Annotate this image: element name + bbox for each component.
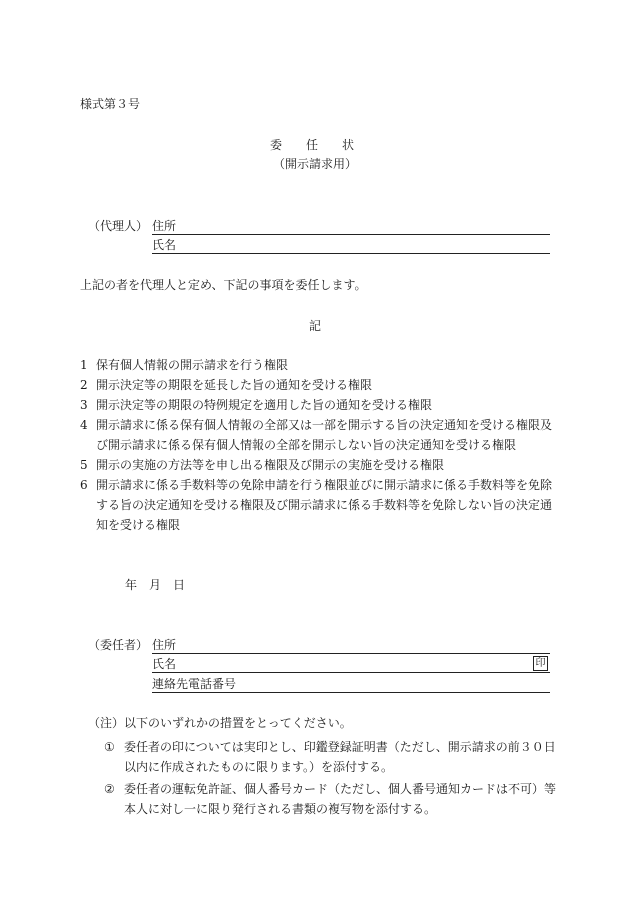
list-item bbox=[80, 375, 555, 395]
list-item bbox=[80, 355, 555, 375]
list-item bbox=[80, 395, 555, 415]
list-item bbox=[80, 455, 555, 475]
delegated-items-list bbox=[80, 355, 555, 535]
date-field[interactable]: 年 月 日 bbox=[125, 578, 186, 592]
notes-list bbox=[104, 737, 564, 821]
item-text: 開示請求に係る手数料等の免除申請を行う権限並びに開示請求に係る手数料等を免除する旨の決定通知を受ける権限及び開示請求に係る手数料等を免除しない旨の決定通知を受ける権限 bbox=[96, 478, 553, 532]
agent-name-field[interactable] bbox=[152, 237, 550, 254]
item-text: 開示請求に係る保有個人情報の全部又は一部を開示する旨の決定通知を受ける権限及び開示請求に係る保有個人情報の全部を開示しない旨の決定通知を受ける権限 bbox=[96, 418, 553, 452]
agent-address-field[interactable] bbox=[152, 218, 550, 235]
intro-text: 上記の者を代理人と定め、下記の事項を委任します。 bbox=[80, 278, 367, 292]
agent-name-label: 氏名 bbox=[152, 238, 177, 252]
item-number: 1 bbox=[80, 358, 88, 372]
agent-address-label: 住所 bbox=[152, 219, 177, 233]
item-number: 5 bbox=[80, 458, 88, 472]
form-number: 様式第３号 bbox=[80, 97, 141, 111]
list-item bbox=[80, 475, 555, 535]
principal-phone-field[interactable] bbox=[152, 676, 550, 693]
note-mark: ① bbox=[104, 740, 115, 754]
note-mark: ② bbox=[104, 782, 115, 796]
item-number: 4 bbox=[80, 418, 88, 432]
ki-heading: 記 bbox=[308, 319, 321, 333]
item-text: 開示の実施の方法等を申し出る権限及び開示の実施を受ける権限 bbox=[96, 458, 445, 472]
item-number: 3 bbox=[80, 398, 88, 412]
principal-address-label: 住所 bbox=[152, 638, 177, 652]
item-text: 保有個人情報の開示請求を行う権限 bbox=[96, 358, 289, 372]
principal-name-label: 氏名 bbox=[152, 657, 177, 671]
item-number: 2 bbox=[80, 378, 88, 392]
principal-phone-label: 連絡先電話番号 bbox=[152, 677, 237, 691]
document-subtitle: （開示請求用） bbox=[272, 157, 357, 171]
item-number: 6 bbox=[80, 478, 88, 492]
document-title: 委 任 状 bbox=[269, 138, 360, 152]
list-item bbox=[80, 415, 555, 455]
principal-address-field[interactable] bbox=[152, 637, 550, 654]
item-text: 開示決定等の期限の特例規定を適用した旨の通知を受ける権限 bbox=[96, 398, 433, 412]
item-text: 開示決定等の期限を延長した旨の通知を受ける権限 bbox=[96, 378, 373, 392]
note-heading: （注）以下のいずれかの措置をとってください。 bbox=[88, 716, 352, 730]
note-item bbox=[104, 779, 564, 819]
seal-mark: 印 bbox=[533, 656, 548, 671]
note-text: 委任者の印については実印とし、印鑑登録証明書（ただし、開示請求の前３０日以内に作成されたものに限ります。）を添付する。 bbox=[124, 740, 556, 774]
note-item bbox=[104, 737, 564, 777]
agent-label: （代理人） bbox=[88, 219, 149, 233]
principal-name-field[interactable] bbox=[152, 656, 550, 673]
note-text: 委任者の運転免許証、個人番号カード（ただし、個人番号通知カードは不可）等本人に対し一に限り発行される書類の複写物を添付する。 bbox=[124, 782, 557, 816]
principal-label: （委任者） bbox=[88, 638, 149, 652]
